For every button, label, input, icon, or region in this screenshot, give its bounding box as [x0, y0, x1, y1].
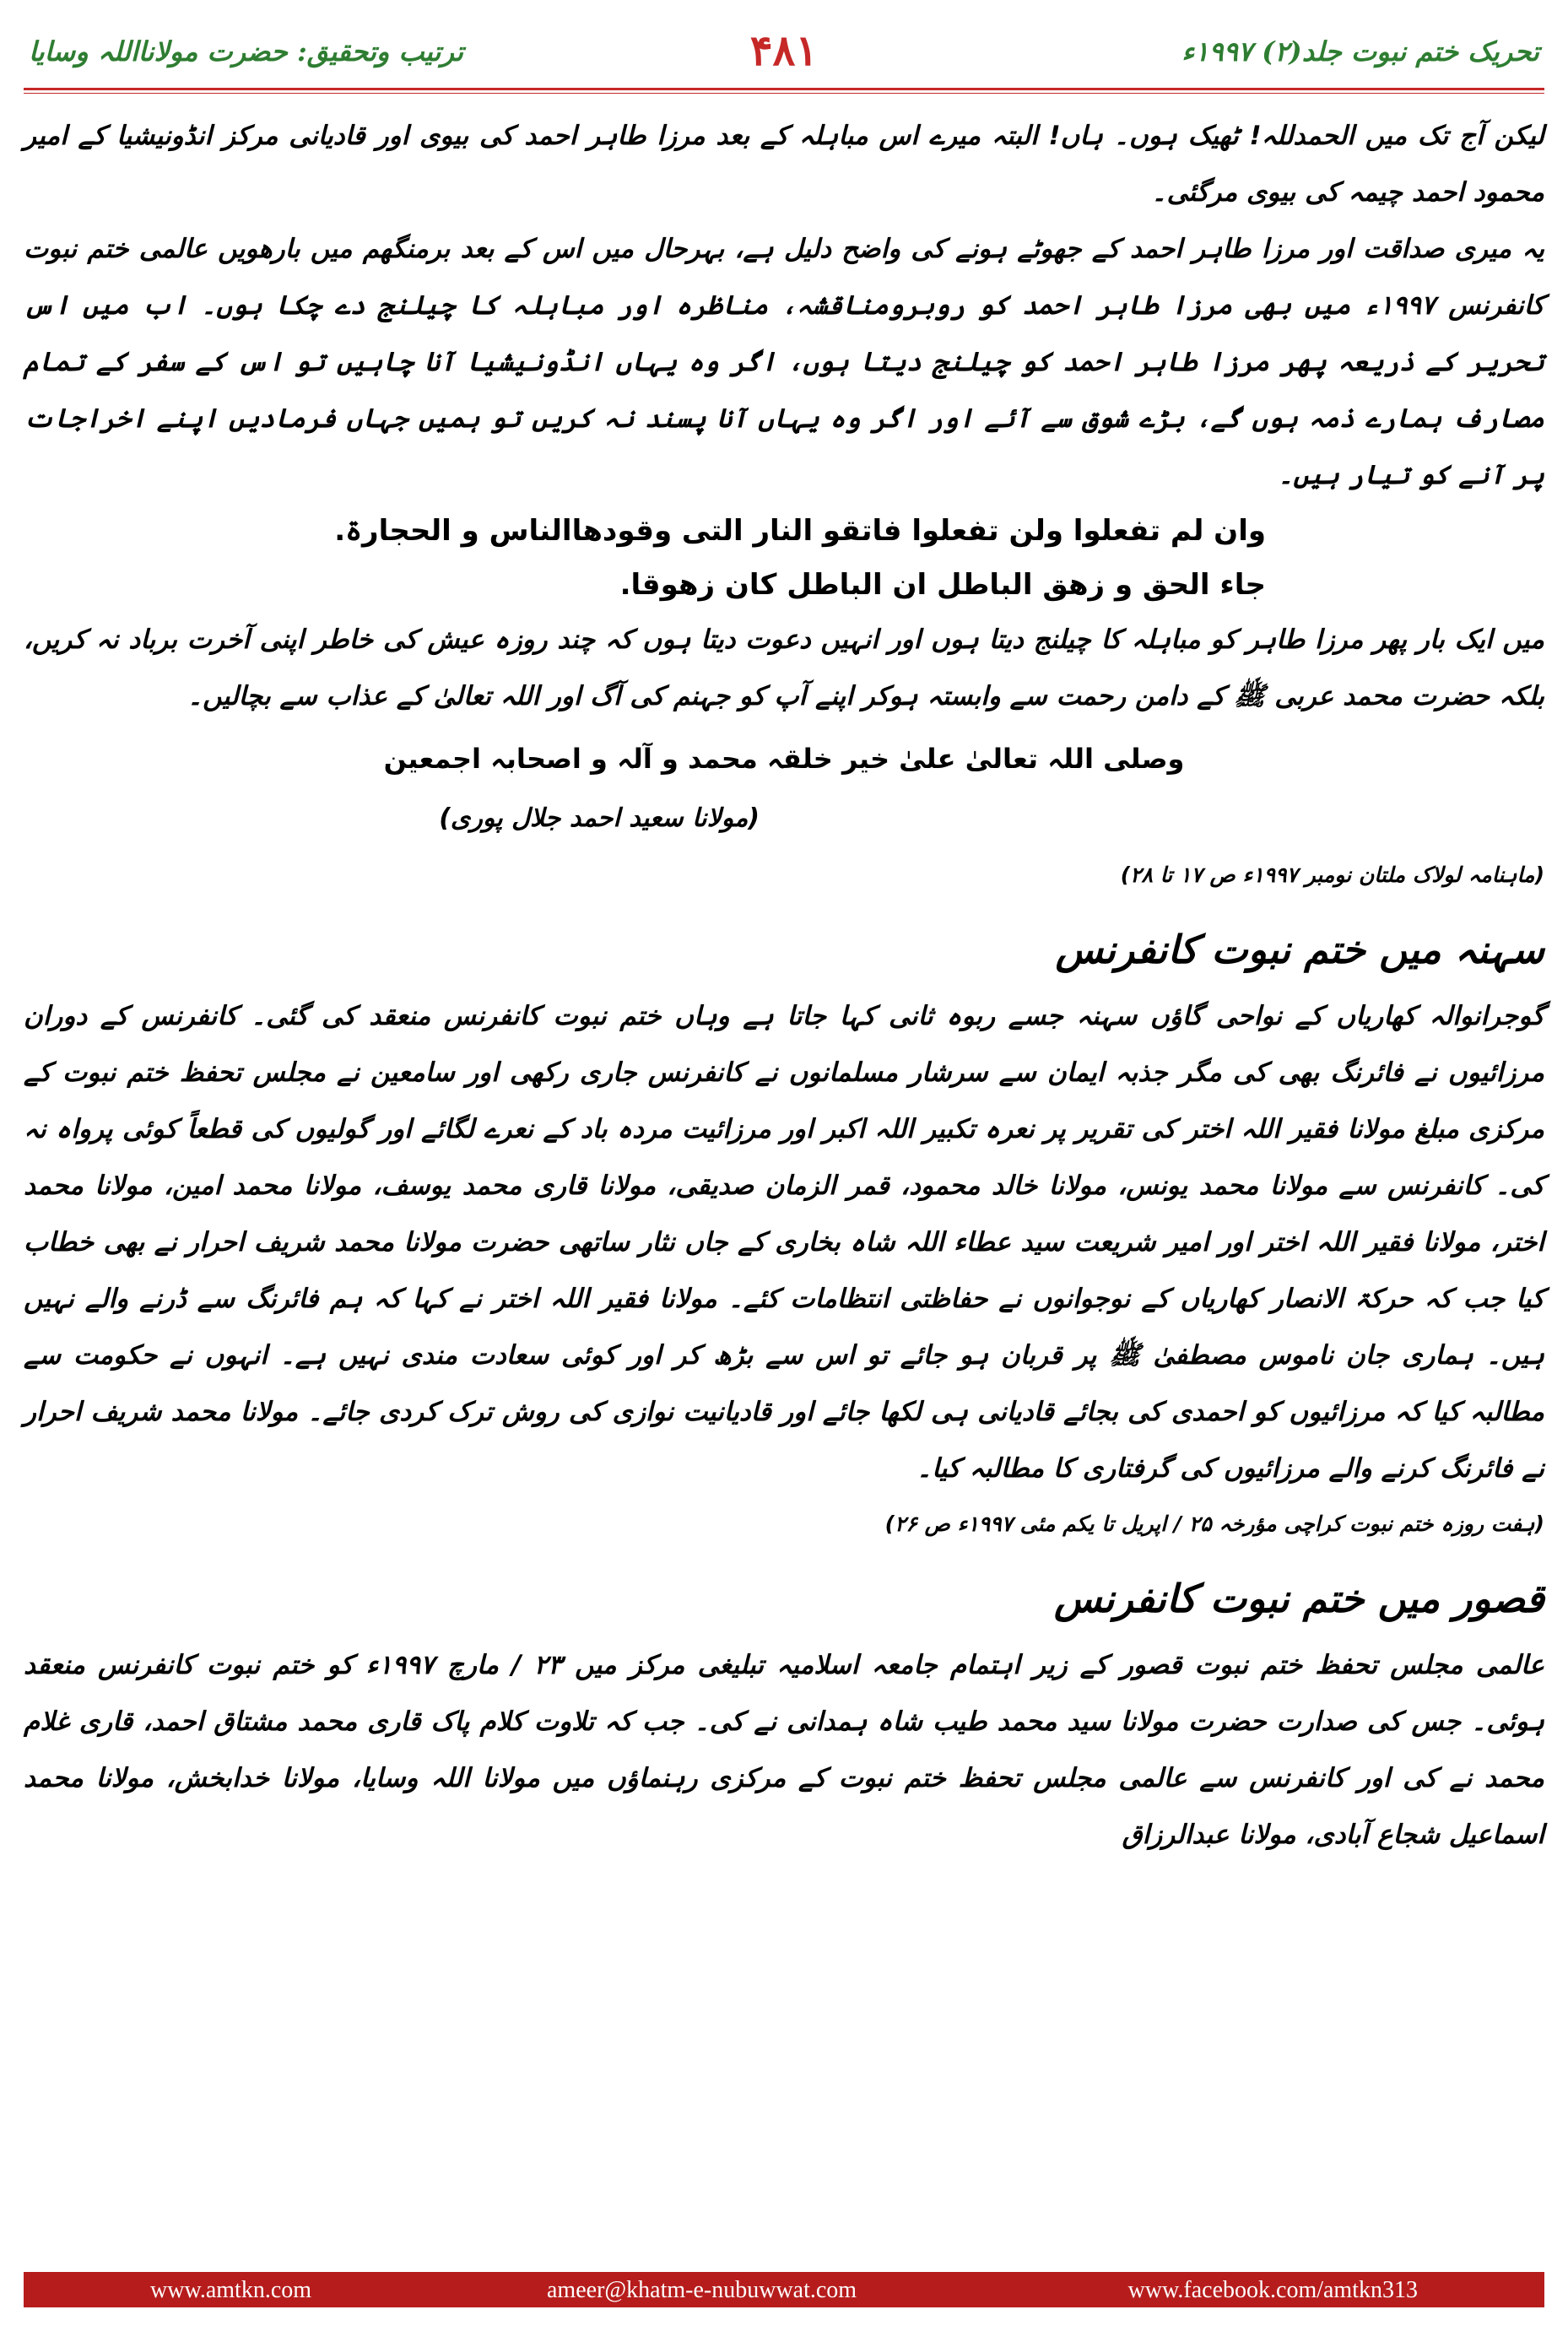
paragraph-1: لیکن آج تک میں الحمدللہ! ٹھیک ہوں۔ ہاں! البتہ میرے اس مباہلہ کے بعد مرزا طاہر احمد کی بیوی اور قادیانی مرکز انڈونیشیا کے امیر محمود احمد چیمہ کی بیوی مرگئی۔	[24, 121, 1544, 208]
section-heading-qasur: قصور میں ختم نبوت کانفرنس	[1054, 1576, 1544, 1621]
page-header	[24, 25, 1544, 88]
facebook-link[interactable]: www.facebook.com/amtkn313	[1127, 2277, 1418, 2303]
website-link[interactable]: www.amtkn.com	[150, 2277, 312, 2303]
email-link[interactable]: ameer@khatm-e-nubuwwat.com	[547, 2277, 857, 2303]
arabic-verse-1: وان لم تفعلوا ولن تفعلوا فاتقو النار التی وقودھاالناس و الحجارۃ.	[334, 514, 1266, 548]
author-signature: (مولانا سعید احمد جلال پوری)	[439, 803, 760, 833]
page-body	[24, 108, 1544, 1863]
source-reference-2: (ہفت روزہ ختم نبوت کراچی مؤرخہ ۲۵ / اپریل تا یکم مئی ۱۹۹۷ء ص ۲۶)	[884, 1512, 1544, 1536]
arabic-verse-2: جاء الحق و زھق الباطل ان الباطل کان زھوقا.	[619, 568, 1266, 602]
compiler-credit: ترتیب وتحقیق: حضرت مولانااللہ وسایا	[29, 35, 464, 68]
page-number: ۴۸۱	[749, 25, 819, 75]
page-footer	[24, 2272, 1544, 2307]
paragraph-3: میں ایک بار پھر مرزا طاہر کو مباہلہ کا چیلنج دیتا ہوں اور انہیں دعوت دیتا ہوں کہ چند روزہ عیش کی خاطر اپنی آخرت برباد نہ کریں، بلکہ حضرت محمد عربی ﷺ کے دامن رحمت سے وابستہ ہوکر اپنے آپ کو جہنم کی آگ اور اللہ تعالیٰ کے عذاب سے بچالیں۔	[24, 625, 1544, 711]
header-divider-thin	[24, 93, 1544, 94]
paragraph-4: گوجرانوالہ کھاریاں کے نواحی گاؤں سہنہ جسے ربوہ ثانی کہا جاتا ہے وہاں ختم نبوت کانفرنس منعقد کی گئی۔ کانفرنس کے دوران مرزائیوں نے فائرنگ بھی کی مگر جذبہ ایمان سے سرشار مسلمانوں نے کانفرنس جاری رکھی اور سامعین نے مجلس تحفظ ختم نبوت کے مرکزی مبلغ مولانا فقیر اللہ اختر کی تقریر پر نعرہ تکبیر اللہ اکبر اور مرزائیت مردہ باد کے نعرے لگائے اور گولیوں کی قطعاً کوئی پرواہ نہ کی۔ کانفرنس سے مولانا محمد یونس، مولانا خالد محمود، قمر الزمان صدیقی، مولانا قاری محمد یوسف، مولانا محمد امین، مولانا محمد اختر، مولانا فقیر اللہ اختر اور امیر شریعت سید عطاء اللہ شاہ بخاری کے جاں نثار ساتھی حضرت مولانا محمد شریف احرار نے بھی خطاب کیا جب کہ حرکۃ الانصار کھاریاں کے نوجوانوں نے حفاظتی انتظامات کئے۔ مولانا فقیر اللہ اختر نے کہا کہ ہم فائرنگ سے ڈرنے والے نہیں ہیں۔ ہماری جان ناموس مصطفیٰ ﷺ پر قربان ہو جائے تو اس سے بڑھ کر اور کوئی سعادت مندی نہیں ہے۔ انہوں نے حکومت سے مطالبہ کیا کہ مرزائیوں کو احمدی کی بجائے قادیانی ہی لکھا جائے اور قادیانیت نوازی کی روش ترک کردی جائے۔ مولانا محمد شریف احرار نے فائرنگ کرنے والے مرزائیوں کی گرفتاری کا مطالبہ کیا۔	[24, 1001, 1544, 1484]
section-heading-sehna: سہنہ میں ختم نبوت کانفرنس	[1055, 927, 1544, 972]
closing-dua: وصلی اللہ تعالیٰ علیٰ خیر خلقہ محمد و آلہ و اصحابہ اجمعین	[383, 743, 1185, 775]
source-reference-1: (ماہنامہ لولاک ملتان نومبر ۱۹۹۷ء ص ۱۷ تا ۲۸)	[1120, 863, 1544, 887]
book-title-volume: تحریک ختم نبوت جلد(۲) ۱۹۹۷ء	[1181, 35, 1539, 68]
header-divider	[24, 88, 1544, 90]
paragraph-2: یہ میری صداقت اور مرزا طاہر احمد کے جھوٹے ہونے کی واضح دلیل ہے، بہرحال میں اس کے بعد برمنگھم میں بارھویں عالمی ختم نبوت کانفرنس ۱۹۹۷ء میں بھی مرزا طاہر احمد کو روبرومناقشہ، مناظرہ اور مباہلہ کا چیلنج دے چکا ہوں۔ اب میں اس تحریر کے ذریعہ پھر مرزا طاہر احمد کو چیلنج دیتا ہوں، اگر وہ یہاں انڈونیشیا آنا چاہیں تو اس کے سفر کے تمام مصارف ہمارے ذمہ ہوں گے، بڑے شوق سے آئے اور اگر وہ یہاں آنا پسند نہ کریں تو ہمیں جہاں فرمادیں اپنے اخراجات پر آنے کو تیار ہیں۔	[24, 234, 1544, 490]
paragraph-5: عالمی مجلس تحفظ ختم نبوت قصور کے زیر اہتمام جامعہ اسلامیہ تبلیغی مرکز میں ۲۳ / مارچ ۱۹۹۷ء کو ختم نبوت کانفرنس منعقد ہوئی۔ جس کی صدارت حضرت مولانا سید محمد طیب شاہ ہمدانی نے کی۔ جب کہ تلاوت کلام پاک قاری محمد مشتاق احمد، قاری غلام محمد نے کی اور کانفرنس سے عالمی مجلس تحفظ ختم نبوت کے مرکزی رہنماؤں میں مولانا اللہ وسایا، مولانا خدابخش، مولانا محمد اسماعیل شجاع آبادی، مولانا عبدالرزاق	[24, 1650, 1544, 1850]
